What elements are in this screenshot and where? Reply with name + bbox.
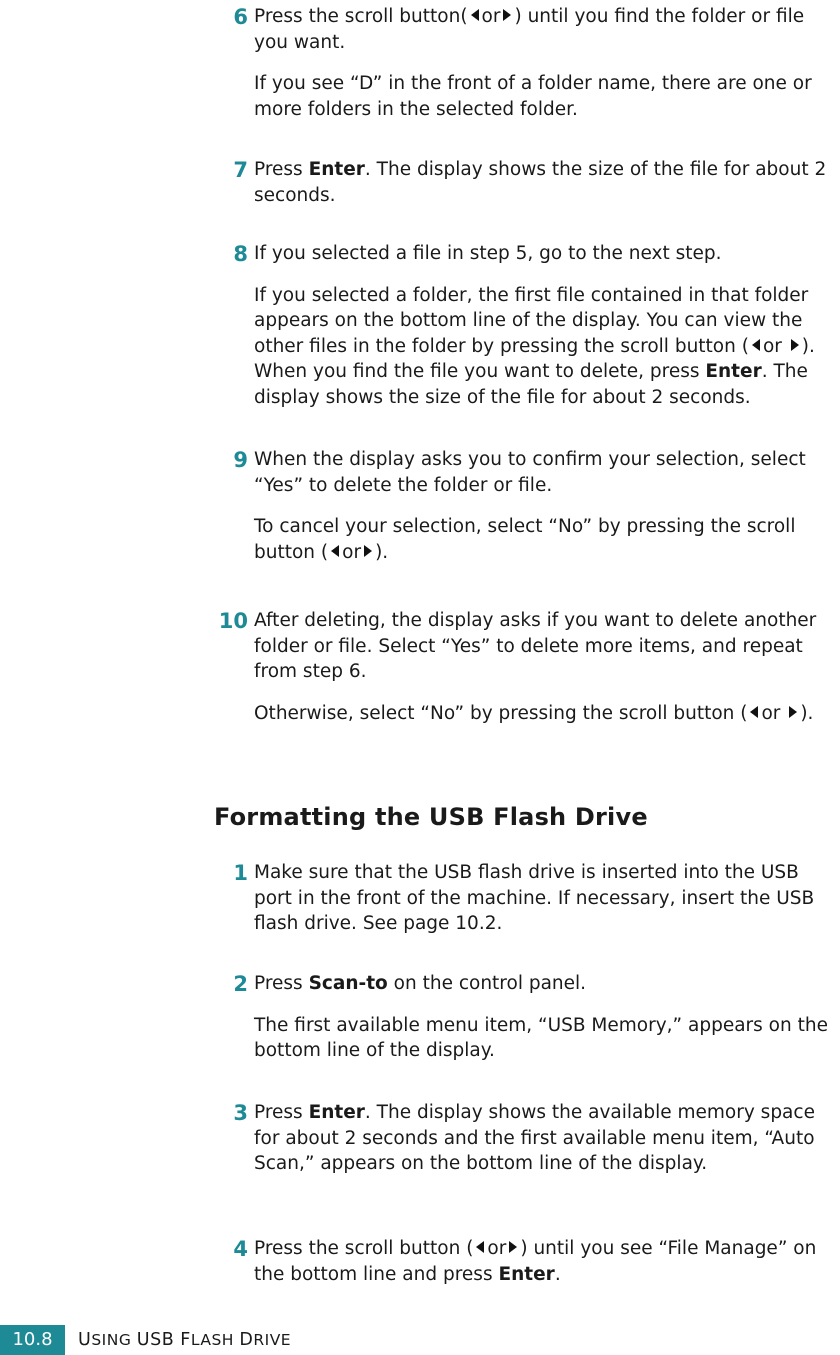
text-segment: or — [487, 1238, 507, 1259]
step-number: 7 — [233, 158, 248, 182]
step-number: 3 — [233, 1101, 248, 1125]
text-segment: or — [481, 6, 501, 27]
step-number: 2 — [233, 972, 248, 996]
scroll-right-icon — [503, 9, 511, 21]
scroll-left-icon — [750, 706, 758, 718]
step-note: If you see “D” in the front of a folder name, there are one or more folders in the selected folder. — [254, 73, 812, 120]
key-name: Enter — [308, 159, 365, 180]
format-step-1 — [202, 860, 838, 937]
text-segment: U — [78, 1330, 92, 1350]
step-number: 6 — [233, 5, 248, 29]
page-number-badge: 10.8 — [0, 1325, 65, 1355]
text-segment: RIVE — [253, 1331, 292, 1349]
key-name: Enter — [498, 1263, 555, 1285]
step-note: The first available menu item, “USB Memory,” appears on the bottom line of the display. — [254, 1014, 828, 1061]
step-text — [254, 1100, 838, 1177]
format-step-4 — [202, 1236, 838, 1287]
step-10 — [202, 608, 838, 726]
text-segment: ) until you see “File Manage” on the bottom line and press — [254, 1238, 817, 1285]
text-segment: LASH — [190, 1331, 234, 1349]
text-segment: or — [761, 702, 781, 724]
scroll-left-icon — [471, 9, 479, 21]
text-segment: . — [554, 1263, 561, 1285]
step-number: 10 — [218, 609, 248, 633]
text-segment: ). — [800, 702, 814, 724]
text-segment: . The display shows the size of the file for about 2 seconds. — [254, 361, 808, 408]
scroll-left-icon — [331, 545, 339, 557]
text-segment: Press — [254, 159, 303, 180]
step-text: When the display asks you to confirm your selection, select “Yes” to delete the folder or file. — [254, 449, 806, 496]
text-segment: ). When you find the file you want to delete, press — [254, 335, 815, 382]
step-text — [254, 157, 838, 208]
text-segment: Press — [254, 973, 303, 994]
format-step-2 — [202, 971, 838, 1064]
step-note — [254, 701, 838, 727]
key-name: Enter — [705, 361, 762, 382]
text-segment: or — [342, 541, 362, 563]
scroll-left-icon — [476, 1241, 484, 1253]
text-segment: SING — [91, 1331, 132, 1349]
step-note — [254, 514, 838, 565]
text-segment: Press — [254, 1102, 303, 1123]
step-9 — [202, 447, 838, 565]
text-segment: USB F — [136, 1330, 191, 1350]
step-note — [254, 283, 838, 411]
scroll-right-icon — [789, 706, 797, 718]
text-segment: . The display shows the size of the file for about 2 seconds. — [254, 159, 827, 206]
step-number: 8 — [233, 242, 248, 266]
step-6 — [202, 4, 838, 122]
text-segment: Press the scroll button( — [254, 6, 468, 27]
text-segment: Otherwise, select “No” by pressing the scroll button ( — [254, 702, 748, 724]
format-step-3 — [202, 1100, 838, 1177]
step-7 — [202, 157, 838, 208]
step-text — [254, 971, 838, 997]
chapter-title — [78, 1330, 291, 1350]
text-segment: ). — [375, 541, 389, 563]
text-segment: or — [762, 335, 782, 357]
text-segment: D — [239, 1330, 254, 1350]
scroll-right-icon — [509, 1241, 517, 1253]
step-text: After deleting, the display asks if you want to delete another folder or file. Select “Yes” to delete more items, and repeat from step 6. — [254, 610, 817, 682]
step-text: If you selected a file in step 5, go to the next step. — [254, 243, 722, 264]
text-segment: If you selected a folder, the first file contained in that folder appears on the bottom line of the display. You can view the other files in the folder by pressing the scroll button ( — [254, 284, 809, 357]
step-8 — [202, 241, 838, 410]
text-segment: Press the scroll button ( — [254, 1238, 474, 1259]
text-segment: To cancel your selection, select “No” by pressing the scroll button ( — [254, 516, 796, 563]
text-segment: ) until you find the folder or file you want. — [254, 6, 805, 53]
text-segment: . The display shows the available memory space for about 2 seconds and the first available menu item, “Auto Scan,” appears on the bottom line of the display. — [254, 1102, 815, 1174]
section-heading: Formatting the USB Flash Drive — [214, 803, 648, 831]
step-number: 9 — [233, 448, 248, 472]
scroll-right-icon — [791, 339, 799, 351]
step-number: 1 — [233, 861, 248, 885]
key-name: Enter — [308, 1102, 365, 1123]
step-number: 4 — [233, 1237, 248, 1261]
scroll-right-icon — [364, 545, 372, 557]
key-name: Scan-to — [308, 973, 388, 994]
step-text — [254, 1236, 838, 1287]
scroll-left-icon — [752, 339, 760, 351]
step-text: Make sure that the USB flash drive is inserted into the USB port in the front of the machine. If necessary, insert the USB flash drive. See page 10.2. — [254, 862, 815, 934]
step-text — [254, 4, 838, 55]
text-segment: on the control panel. — [393, 973, 587, 994]
